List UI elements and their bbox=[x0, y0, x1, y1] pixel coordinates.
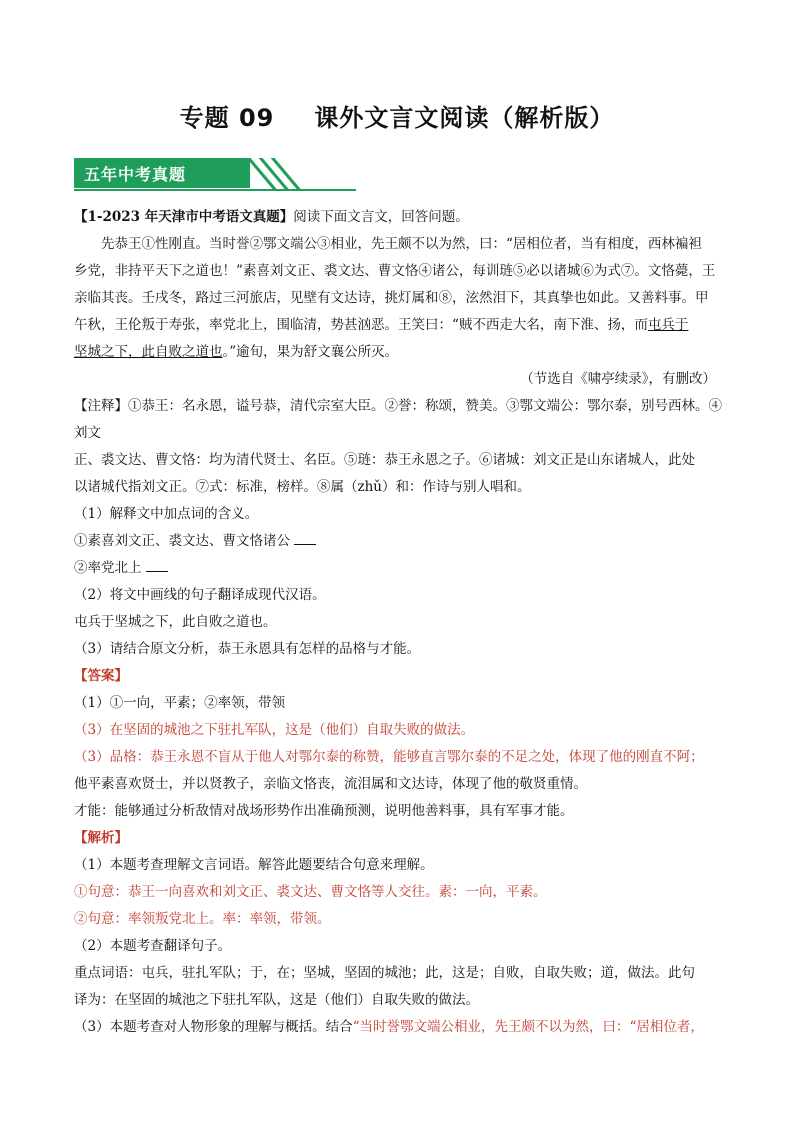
answer-blank bbox=[146, 559, 168, 572]
answer-tag: 【答案】 bbox=[74, 668, 128, 684]
answer-blank bbox=[294, 532, 316, 545]
banner-underline bbox=[74, 189, 356, 191]
underlined-sentence: 坚城之下，此自败之道也 bbox=[74, 344, 223, 360]
question-tag: 【1-2023 年天津市中考语文真题】 bbox=[74, 209, 294, 225]
analysis-line: 重点词语：屯兵，驻扎军队；于，在；坚城，坚固的城池；此，这是；自败，自取失败；道，做法。此句 bbox=[74, 965, 695, 981]
passage-text: 午秋，王伦叛于寿张，率党北上，围临清，势甚汹恶。王笑曰：“贼不西走大名，南下淮、扬，而 bbox=[74, 317, 648, 333]
task-2: （2）将文中画线的句子翻译成现代汉语。 bbox=[74, 587, 326, 603]
passage-line: 乡党，非持平天下之道也！”素喜刘文正、裘文达、曹文恪④诸公，每训琏⑤必以诸城⑥为式⑦。文恪薨，王 bbox=[74, 263, 716, 279]
passage-source: （节选自《啸亭续录》，有删改） bbox=[520, 371, 716, 387]
answer-line: 才能：能够通过分析敌情对战场形势作出准确预测，说明他善料事，具有军事才能。 bbox=[74, 803, 574, 819]
analysis-line: ①句意：恭王一向喜欢和刘文正、裘文达、曹文恪等人交往。素：一向，平素。 bbox=[74, 884, 547, 900]
answer-line: （3）品格：恭王永恩不盲从于他人对鄂尔泰的称赞，能够直言鄂尔泰的不足之处，体现了他的刚直不阿； bbox=[74, 749, 704, 765]
document-body bbox=[74, 204, 722, 1041]
section-banner bbox=[74, 158, 356, 192]
analysis-tag: 【解析】 bbox=[74, 830, 128, 846]
underlined-sentence: 屯兵于 bbox=[647, 317, 689, 333]
passage-line bbox=[74, 339, 722, 366]
task-1: （1）解释文中加点词的含义。 bbox=[74, 506, 259, 522]
question-header bbox=[74, 204, 722, 231]
banner-stripes bbox=[250, 158, 320, 189]
title-number: 专题 09 bbox=[179, 104, 275, 132]
notes-line: 【注释】①恭王：名永恩，谥号恭，清代宗室大臣。②誉：称颂，赞美。③鄂文端公：鄂尔泰，别号西林。④刘文 bbox=[74, 398, 722, 441]
task-1b-text: ②率党北上 bbox=[74, 560, 142, 576]
task-3: （3）请结合原文分析，恭王永恩具有怎样的品格与才能。 bbox=[74, 641, 421, 657]
banner-label: 五年中考真题 bbox=[84, 165, 187, 184]
analysis-line: ②句意：率领叛党北上。率：率领，带领。 bbox=[74, 911, 331, 927]
answer-line: （1）①一向，平素；②率领，带领 bbox=[74, 695, 286, 711]
notes-line: 正、裘文达、曹文恪：均为清代贤士、名臣。⑤琏：恭王永恩之子。⑥诸城：刘文正是山东诸城人，此处 bbox=[74, 452, 695, 468]
answer-line: （3）在坚固的城池之下驻扎军队，这是（他们）自取失败的做法。 bbox=[74, 722, 475, 738]
analysis-text: （3）本题考查对人物形象的理解与概括。结合 bbox=[74, 1019, 353, 1035]
passage-text: 。”逾旬，果为舒文襄公所灭。 bbox=[222, 344, 399, 360]
analysis-line: （2）本题考查翻译句子。 bbox=[74, 938, 232, 954]
task-1a bbox=[74, 528, 722, 555]
answer-line: 他平素喜欢贤士，并以贤教子，亲临文恪丧，流泪属和文达诗，体现了他的敬贤重情。 bbox=[74, 776, 587, 792]
task-2-sentence: 屯兵于坚城之下，此自败之道也。 bbox=[74, 614, 277, 630]
notes-line: 以诸城代指刘文正。⑦式：标准，榜样。⑧属（zhǔ）和：作诗与别人唱和。 bbox=[74, 479, 531, 495]
analysis-line: （1）本题考查理解文言词语。解答此题要结合句意来理解。 bbox=[74, 857, 434, 873]
title-main: 课外文言文阅读（解析版） bbox=[314, 104, 615, 132]
passage-line bbox=[74, 312, 722, 339]
question-instruction: 阅读下面文言文，回答问题。 bbox=[293, 209, 469, 225]
page-title bbox=[0, 98, 794, 133]
passage-line: 先恭王①性刚直。当时誉②鄂文端公③相业，先王颇不以为然，曰：“居相位者，当有相度，西林褊袒 bbox=[101, 236, 702, 252]
analysis-quote: “当时誉鄂文端公相业，先王颇不以为然，曰：“居相位者， bbox=[352, 1019, 704, 1035]
analysis-line: 译为：在坚固的城池之下驻扎军队，这是（他们）自取失败的做法。 bbox=[74, 992, 479, 1008]
task-1a-text: ①素喜刘文正、裘文达、曹文恪诸公 bbox=[74, 533, 290, 549]
task-1b bbox=[74, 555, 722, 582]
analysis-line bbox=[74, 1014, 722, 1041]
passage-line: 亲临其丧。壬戌冬，路过三河旅店，见壁有文达诗，挑灯属和⑧，泫然泪下，其真挚也如此。又善料事。甲 bbox=[74, 290, 709, 306]
